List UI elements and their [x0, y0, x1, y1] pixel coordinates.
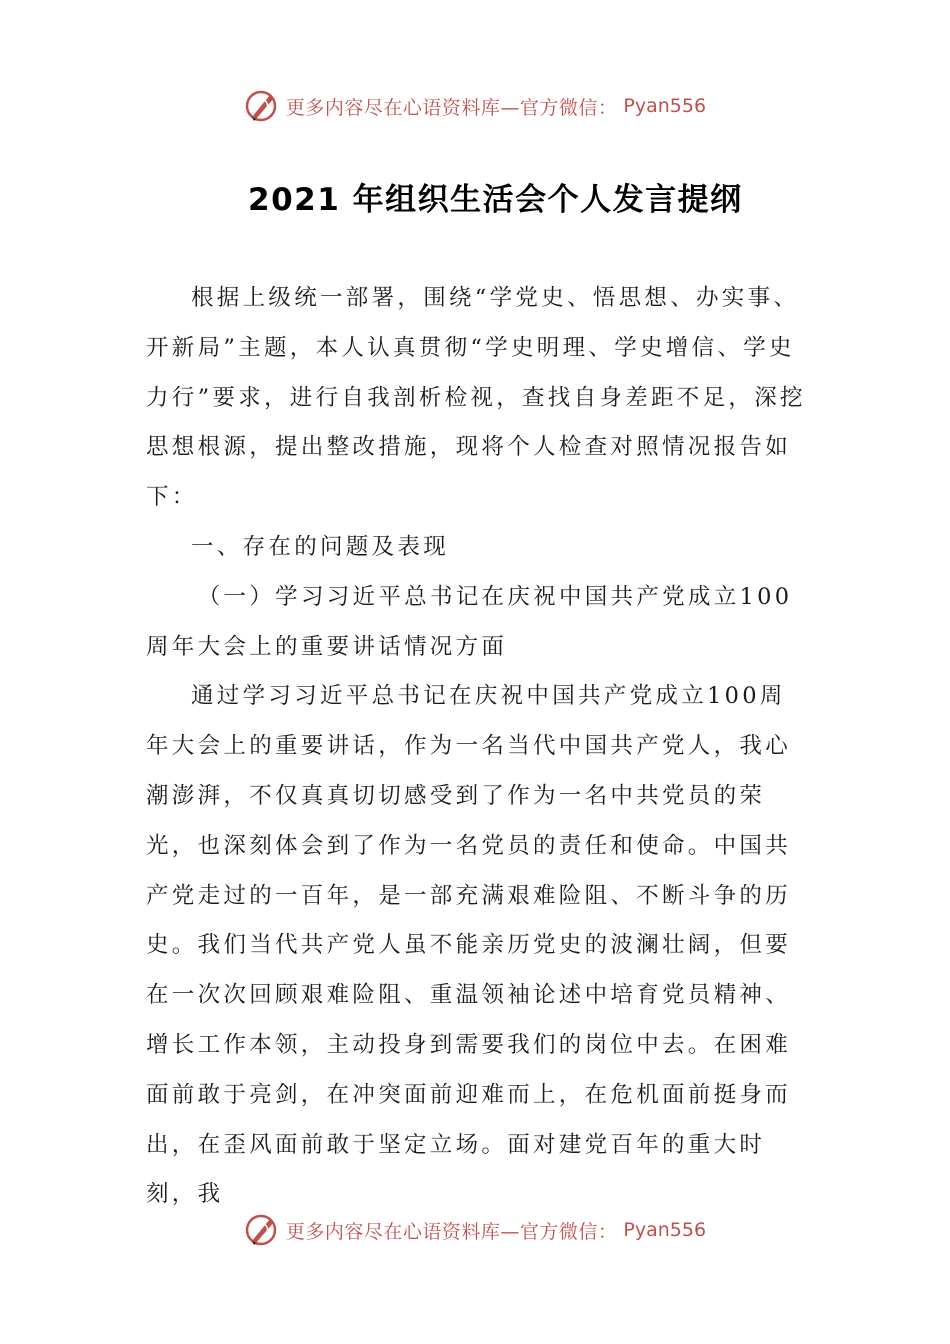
document-body [146, 274, 810, 1220]
header-slogan: 更多内容尽在心语资料库—官方微信： [285, 96, 618, 119]
footer-banner [0, 1208, 950, 1252]
intro-paragraph: 根据上级统一部署，围绕“学党史、悟思想、办实事、开新局”主题，本人认真贯彻“学史明理、学史增信、学史力行”要求，进行自我剖析检视，查找自身差距不足，深挖思想根源，提出整改措施，现将个人检查对照情况报告如下： [146, 285, 806, 511]
pen-logo-icon [244, 1212, 280, 1248]
subsection-heading: （一）学习习近平总书记在庆祝中国共产党成立100周年大会上的重要讲话情况方面 [146, 583, 793, 660]
header-wechat-id: Pyan556 [623, 95, 707, 117]
section-heading: 一、存在的问题及表现 [191, 533, 450, 560]
body-paragraph: 通过学习习近平总书记在庆祝中国共产党成立100周年大会上的重要讲话，作为一名当代中国共产党人，我心潮澎湃，不仅真真切切感受到了作为一名中共党员的荣光，也深刻体会到了作为一名党员的责任和使命。中国共产党走过的一百年，是一部充满艰难险阻、不断斗争的历史。我们当代共产党人虽不能亲历党史的波澜壮阔，但要在一次次回顾艰难险阻、重温领袖论述中培育党员精神、增长工作本领，主动投身到需要我们的岗位中去。在困难面前敢于亮剑，在冲突面前迎难而上，在危机面前挺身而出，在歪风面前敢于坚定立场。面对建党百年的重大时刻，我 [146, 683, 792, 1208]
header-banner [0, 84, 950, 128]
footer-slogan: 更多内容尽在心语资料库—官方微信： [285, 1220, 618, 1243]
footer-wechat-id: Pyan556 [623, 1219, 707, 1241]
document-title: 2021 年组织生活会个人发言提纲 [248, 182, 743, 218]
pen-logo-icon [244, 88, 280, 124]
